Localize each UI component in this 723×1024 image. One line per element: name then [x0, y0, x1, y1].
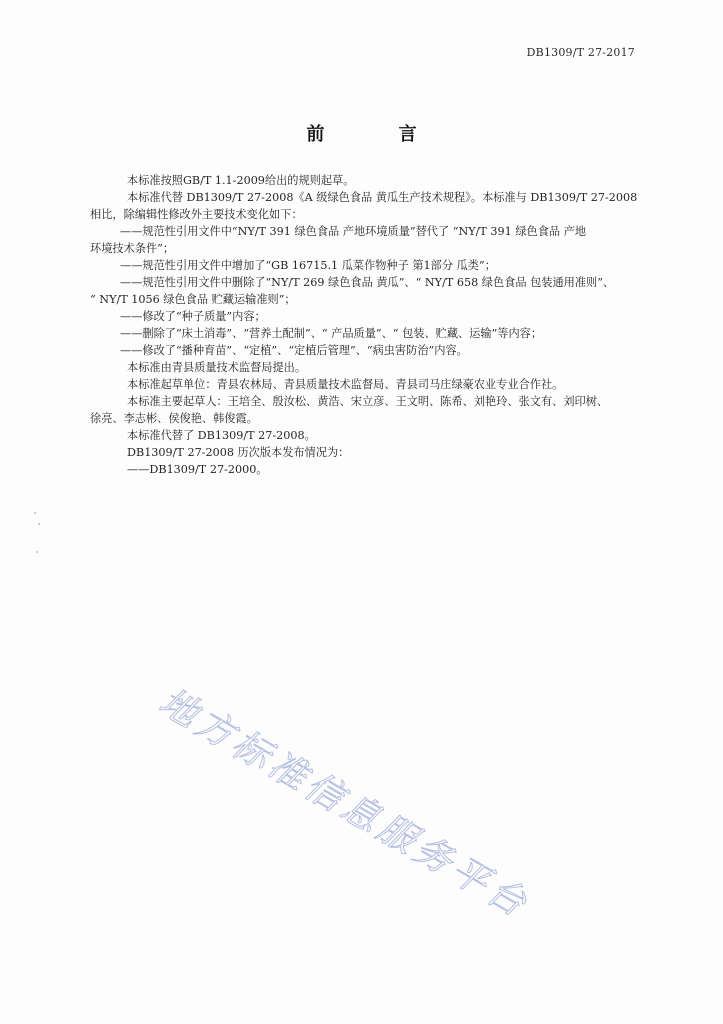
- change-item-5: ——删除了“床土消毒”、“营养土配制”、“ 产品质量”、“ 包装、贮藏、运输”等内容；: [120, 327, 543, 340]
- paragraph-drafting-units: 本标准起草单位：青县农林局、青县质量技术监督局、青县司马庄绿豪农业专业合作社。: [127, 378, 564, 391]
- change-item-3: ——规范性引用文件中删除了“NY/T 269 绿色食品 黄瓜”、“ NY/T 658 绿色食品 包装通用准则”、: [120, 276, 615, 289]
- foreword-body: [90, 172, 672, 478]
- paragraph-history-item: ——DB1309/T 27-2000。: [127, 463, 268, 476]
- paragraph-drafting-rule: 本标准按照GB/T 1.1-2009给出的规则起草。: [127, 174, 355, 187]
- change-item-3-cont: “ NY/T 1056 绿色食品 贮藏运输准则”；: [90, 293, 296, 306]
- change-item-2: ——规范性引用文件中增加了“GB 16715.1 瓜菜作物种子 第1部分 瓜类”；: [120, 259, 496, 272]
- paragraph-history-intro: DB1309/T 27-2008 历次版本发布情况为：: [127, 446, 350, 459]
- paragraph-drafters-cont: 徐亮、李志彬、侯俊艳、韩俊霞。: [90, 412, 258, 425]
- watermark: 地方标准信息服务平台: [152, 679, 538, 928]
- paragraph-replacement-cont: 相比，除编辑性修改外主要技术变化如下：: [90, 208, 303, 221]
- paragraph-proposer: 本标准由青县质量技术监督局提出。: [127, 361, 307, 374]
- page-title: 前 言: [306, 124, 451, 145]
- change-item-4: ——修改了“种子质量”内容；: [120, 310, 266, 323]
- change-item-1-cont: 环境技术条件”；: [90, 242, 175, 255]
- change-item-6: ——修改了“播种育苗”、“定植”、“定植后管理”、“病虫害防治”内容。: [120, 344, 468, 357]
- document-code: DB1309/T 27-2017: [526, 46, 635, 59]
- paragraph-supersedes: 本标准代替了 DB1309/T 27-2008。: [127, 429, 316, 442]
- paragraph-drafters: 本标准主要起草人：王培全、殷汝松、黄浩、宋立彦、王文明、陈希、刘艳玲、张文有、刘印树、: [127, 395, 609, 408]
- paragraph-replacement: 本标准代替 DB1309/T 27-2008《A 级绿色食品 黄瓜生产技术规程》。本标准与 DB1309/T 27-2008: [127, 191, 638, 204]
- change-item-1: ——规范性引用文件中“NY/T 391 绿色食品 产地环境质量”替代了 “NY/T 391 绿色食品 产地: [120, 225, 587, 238]
